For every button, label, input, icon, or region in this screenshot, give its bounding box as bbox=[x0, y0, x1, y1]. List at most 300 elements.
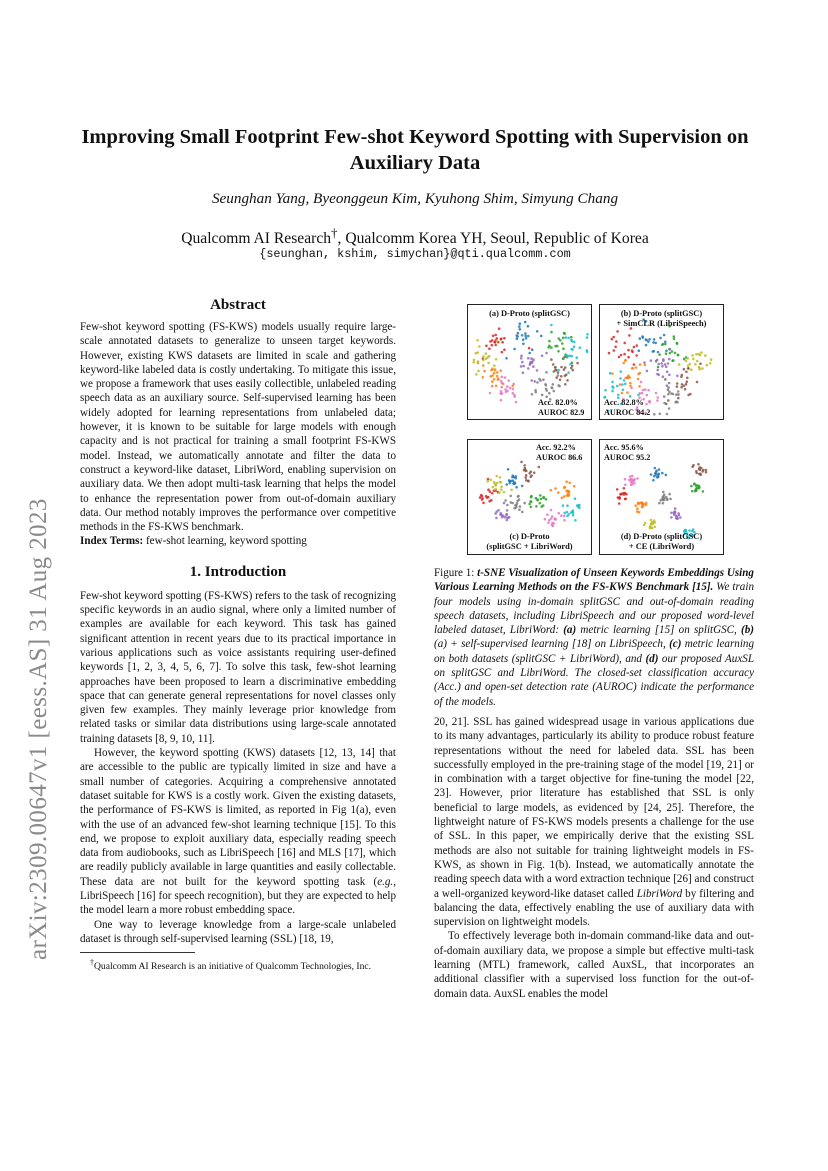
tsne-point bbox=[664, 378, 667, 381]
tsne-point bbox=[545, 498, 548, 501]
tsne-point bbox=[657, 366, 660, 369]
intro-paragraph-2 bbox=[80, 746, 396, 918]
tsne-point bbox=[513, 482, 516, 485]
tsne-point bbox=[623, 487, 626, 490]
tsne-point bbox=[658, 353, 661, 356]
tsne-point bbox=[563, 515, 566, 518]
index-terms-list: few-shot learning, keyword spotting bbox=[145, 535, 307, 548]
tsne-point bbox=[617, 496, 620, 499]
tsne-point bbox=[571, 369, 574, 372]
tsne-point bbox=[527, 480, 530, 483]
tsne-point bbox=[696, 381, 699, 384]
tsne-point bbox=[652, 479, 655, 482]
tsne-point bbox=[496, 371, 499, 374]
tsne-point bbox=[476, 339, 479, 342]
tsne-point bbox=[632, 480, 635, 483]
caption-b: (b) bbox=[741, 624, 754, 637]
tsne-point bbox=[505, 483, 508, 486]
tsne-point bbox=[485, 345, 488, 348]
abstract-text bbox=[80, 320, 396, 534]
body-p1-part-a: 20, 21]. SSL has gained widespread usage in various applications due to its many advantages, particularly its ability to produce robust feature representations without the need for labeled data. SSL has been successfully employed in the pre-training stage of the model [19, 21] or in combination with a target objective for fine-tuning the model [22, 23]. However, prior literature has established that SSL is only beneficial to large models, as evidenced by [24, 25]. Therefore, the lightweight nature of FS-KWS models presents a challenge for the use of SSL. In this paper, we empirically derive that the existing SSL methods are also not suitable for training lightweight models in FS-KWS, as shown in Fig. 1(b). Instead, we automatically annotate the reading speech data with a word extraction technique [26] and construct a well-organized keyword-like dataset called bbox=[434, 715, 754, 900]
tsne-point bbox=[493, 364, 496, 367]
tsne-point bbox=[612, 386, 615, 389]
tsne-point bbox=[631, 483, 634, 486]
tsne-point bbox=[539, 494, 542, 497]
tsne-point bbox=[624, 377, 627, 380]
tsne-point bbox=[499, 392, 502, 395]
tsne-point bbox=[486, 480, 489, 483]
panel-d-acc: Acc. 95.6% bbox=[604, 443, 644, 452]
panel-b-label-2: + SimCLR (LibriSpeech) bbox=[616, 319, 707, 328]
affiliation-dagger: † bbox=[331, 225, 338, 240]
tsne-point bbox=[505, 357, 508, 360]
tsne-point bbox=[565, 336, 568, 339]
tsne-point bbox=[624, 498, 627, 501]
tsne-point bbox=[522, 365, 525, 368]
tsne-point bbox=[530, 501, 533, 504]
tsne-point bbox=[628, 334, 631, 337]
tsne-point bbox=[557, 512, 560, 515]
tsne-point bbox=[665, 350, 668, 353]
tsne-point bbox=[557, 384, 560, 387]
tsne-point bbox=[496, 375, 499, 378]
tsne-point bbox=[570, 336, 573, 339]
tsne-point bbox=[666, 413, 669, 416]
tsne-point bbox=[498, 491, 501, 494]
intro-p2-part-b: , LibriSpeech [16] for speech recognition), but they are expected to help the model learn a more robust embedding space. bbox=[80, 875, 396, 917]
tsne-point bbox=[697, 463, 700, 466]
tsne-point bbox=[507, 379, 510, 382]
tsne-point bbox=[620, 370, 623, 373]
tsne-point bbox=[567, 337, 570, 340]
tsne-point bbox=[503, 502, 506, 505]
tsne-point bbox=[650, 359, 653, 362]
right-column bbox=[434, 296, 754, 1001]
tsne-point bbox=[672, 393, 675, 396]
tsne-point bbox=[644, 522, 647, 525]
tsne-point bbox=[632, 367, 635, 370]
tsne-point bbox=[491, 367, 494, 370]
tsne-point bbox=[521, 511, 524, 514]
tsne-point bbox=[506, 519, 509, 522]
tsne-point bbox=[534, 380, 537, 383]
tsne-point bbox=[519, 328, 522, 331]
tsne-point bbox=[482, 355, 485, 358]
tsne-point bbox=[485, 358, 488, 361]
caption-text-3: (a) + self-supervised learning [18] on LibriSpeech, bbox=[434, 638, 670, 651]
tsne-point bbox=[523, 468, 526, 471]
tsne-point bbox=[653, 338, 656, 341]
tsne-point bbox=[521, 361, 524, 364]
tsne-point bbox=[524, 321, 527, 324]
tsne-point bbox=[652, 341, 655, 344]
left-column bbox=[80, 296, 396, 973]
tsne-point bbox=[545, 352, 548, 355]
tsne-point bbox=[516, 500, 519, 503]
tsne-point bbox=[495, 517, 498, 520]
tsne-point bbox=[654, 521, 657, 524]
intro-paragraph-1: Few-shot keyword spotting (FS-KWS) refers to the task of recognizing specific keywords in an audio signal, where only a limited number of examples are available for each keyword. This task has gained significant attention in recent years due to its practical importance in various applications such as voice assistants requiring user-defined keywords [1, 2, 3, 4, 5, 6, 7]. To solve this task, few-shot learning approaches have been proposed to learn a discriminative embedding space that can generate general representations for novel classes only given few examples. They mainly leverage prior knowledge from related tasks or similar data distributions using large-scale annotated training datasets [8, 9, 10, 11]. bbox=[80, 589, 396, 745]
tsne-point bbox=[636, 507, 639, 510]
tsne-point bbox=[478, 345, 481, 348]
abstract-heading: Abstract bbox=[210, 297, 266, 313]
tsne-point bbox=[702, 469, 705, 472]
tsne-point bbox=[616, 488, 619, 491]
tsne-point bbox=[664, 363, 667, 366]
tsne-point bbox=[624, 383, 627, 386]
tsne-point bbox=[560, 375, 563, 378]
tsne-point bbox=[676, 342, 679, 345]
tsne-point bbox=[577, 504, 580, 507]
tsne-point bbox=[520, 365, 523, 368]
tsne-point bbox=[680, 386, 683, 389]
tsne-point bbox=[573, 345, 576, 348]
arxiv-side-stamp bbox=[4, 300, 62, 1000]
tsne-point bbox=[664, 341, 667, 344]
tsne-point bbox=[676, 517, 679, 520]
tsne-point bbox=[494, 512, 497, 515]
tsne-point bbox=[550, 324, 553, 327]
panel-a-label: (a) D-Proto (splitGSC) bbox=[489, 309, 570, 318]
tsne-point bbox=[567, 371, 570, 374]
tsne-point bbox=[505, 514, 508, 517]
tsne-point bbox=[501, 516, 504, 519]
tsne-point bbox=[633, 363, 636, 366]
tsne-point bbox=[659, 337, 662, 340]
tsne-point bbox=[550, 386, 553, 389]
index-terms bbox=[80, 534, 396, 548]
figure-1-caption bbox=[434, 566, 754, 709]
tsne-point bbox=[559, 379, 562, 382]
tsne-point bbox=[557, 337, 560, 340]
tsne-point bbox=[530, 476, 533, 479]
tsne-point bbox=[683, 358, 686, 361]
tsne-point bbox=[512, 388, 515, 391]
tsne-point bbox=[569, 363, 572, 366]
tsne-point bbox=[497, 377, 500, 380]
tsne-point bbox=[658, 468, 661, 471]
tsne-point bbox=[522, 343, 525, 346]
tsne-point bbox=[477, 360, 480, 363]
tsne-point bbox=[631, 349, 634, 352]
tsne-point bbox=[573, 485, 576, 488]
tsne-point bbox=[509, 387, 512, 390]
tsne-point bbox=[536, 499, 539, 502]
tsne-point bbox=[488, 500, 491, 503]
caption-title: t-SNE Visualization of Unseen Keywords Embeddings Using Various Learning Methods on the FS-KWS Benchmark [15]. bbox=[434, 567, 754, 594]
tsne-point bbox=[565, 480, 568, 483]
tsne-point bbox=[527, 335, 530, 338]
panel-d-label bbox=[600, 532, 723, 552]
tsne-point bbox=[553, 390, 556, 393]
tsne-point bbox=[674, 401, 677, 404]
tsne-point bbox=[565, 494, 568, 497]
tsne-point bbox=[473, 359, 476, 362]
tsne-point bbox=[566, 355, 569, 358]
tsne-point bbox=[639, 337, 642, 340]
affiliation-part2: , Qualcomm Korea YH, Seoul, Republic of Korea bbox=[337, 230, 649, 248]
tsne-point bbox=[489, 392, 492, 395]
tsne-point bbox=[670, 516, 673, 519]
tsne-point bbox=[492, 335, 495, 338]
tsne-point bbox=[668, 358, 671, 361]
tsne-point bbox=[501, 376, 504, 379]
tsne-point bbox=[496, 340, 499, 343]
tsne-point bbox=[701, 367, 704, 370]
tsne-point bbox=[557, 491, 560, 494]
tsne-point bbox=[629, 382, 632, 385]
tsne-point bbox=[634, 504, 637, 507]
tsne-point bbox=[538, 466, 541, 469]
panel-b bbox=[599, 304, 724, 420]
tsne-point bbox=[637, 502, 640, 505]
tsne-point bbox=[638, 349, 641, 352]
tsne-point bbox=[557, 374, 560, 377]
tsne-point bbox=[489, 375, 492, 378]
tsne-point bbox=[574, 497, 577, 500]
tsne-point bbox=[667, 362, 670, 365]
tsne-point bbox=[679, 516, 682, 519]
caption-text-4: metric learning on both datasets (splitGSC + LibriWord), and bbox=[434, 638, 754, 665]
tsne-point bbox=[534, 391, 537, 394]
tsne-point bbox=[520, 355, 523, 358]
tsne-point bbox=[670, 512, 673, 515]
tsne-point bbox=[633, 482, 636, 485]
tsne-point bbox=[516, 335, 519, 338]
tsne-point bbox=[491, 344, 494, 347]
caption-a: (a) bbox=[563, 624, 577, 637]
tsne-point bbox=[683, 368, 686, 371]
tsne-point bbox=[563, 519, 566, 522]
caption-text-1: We train four models using in-domain splitGSC and out-of-domain reading speech datasets, including LibriSpeech and our proposed word-level labeled dataset, LibriWord: bbox=[434, 581, 754, 637]
tsne-point bbox=[560, 366, 563, 369]
tsne-point bbox=[494, 483, 497, 486]
tsne-point bbox=[571, 348, 574, 351]
tsne-point bbox=[637, 373, 640, 376]
tsne-point bbox=[651, 521, 654, 524]
affiliation-part1: Qualcomm AI Research bbox=[181, 230, 332, 248]
tsne-point bbox=[512, 383, 515, 386]
tsne-point bbox=[542, 497, 545, 500]
footnote-text: Qualcomm AI Research is an initiative of Qualcomm Technologies, Inc. bbox=[94, 961, 372, 973]
tsne-point bbox=[488, 355, 491, 358]
tsne-point bbox=[635, 354, 638, 357]
panel-c-label-2: (splitGSC + LibriWord) bbox=[486, 542, 573, 551]
tsne-point bbox=[616, 385, 619, 388]
tsne-point bbox=[657, 396, 660, 399]
tsne-point bbox=[662, 375, 665, 378]
tsne-point bbox=[611, 381, 614, 384]
footnote-mark: † bbox=[90, 958, 94, 968]
tsne-point bbox=[511, 502, 514, 505]
tsne-point bbox=[545, 388, 548, 391]
tsne-point bbox=[522, 371, 525, 374]
tsne-point bbox=[623, 353, 626, 356]
tsne-point bbox=[528, 503, 531, 506]
tsne-point bbox=[519, 322, 522, 325]
tsne-point bbox=[531, 361, 534, 364]
tsne-point bbox=[532, 365, 535, 368]
tsne-point bbox=[611, 390, 614, 393]
tsne-point bbox=[495, 385, 498, 388]
tsne-point bbox=[686, 380, 689, 383]
tsne-point bbox=[700, 467, 703, 470]
panel-d bbox=[599, 439, 724, 555]
tsne-point bbox=[500, 514, 503, 517]
caption-c: (c) bbox=[669, 638, 682, 651]
tsne-point bbox=[667, 388, 670, 391]
tsne-point bbox=[498, 327, 501, 330]
tsne-point bbox=[608, 352, 611, 355]
tsne-point bbox=[552, 383, 555, 386]
tsne-point bbox=[550, 358, 553, 361]
tsne-point bbox=[530, 496, 533, 499]
tsne-point bbox=[541, 394, 544, 397]
tsne-point bbox=[684, 388, 687, 391]
tsne-point bbox=[565, 373, 568, 376]
body-p1-libriword: LibriWord bbox=[636, 887, 683, 900]
tsne-point bbox=[633, 346, 636, 349]
panel-c-auroc: AUROC 86.6 bbox=[536, 453, 583, 462]
tsne-point bbox=[613, 349, 616, 352]
tsne-point bbox=[528, 352, 531, 355]
tsne-point bbox=[525, 337, 528, 340]
tsne-point bbox=[493, 372, 496, 375]
abstract-body: Few-shot keyword spotting (FS-KWS) models usually require large-scale annotated datasets to generalize to unseen target keywords. However, existing KWS datasets are limited in scale and gathering keyword-like labeled data is costly undertaking. To mitigate this issue, we propose a framework that uses easily collectible, unlabeled reading speech data as an auxiliary source. Self-supervised learning has been widely adopted for learning representations from unlabeled data; however, it is known to be suitable for large models with enough capacity and is not practical for training a small footprint FS-KWS model. Instead, we automatically annotate and filter the data to construct a keyword-like dataset, LibriWord, enabling supervision on auxiliary data. We then adopt multi-task learning that helps the model to enhance the representation power from out-of-domain auxiliary data. Our method notably improves the performance over competitive methods in the FS-KWS benchmark. bbox=[80, 321, 396, 534]
tsne-point bbox=[487, 478, 490, 481]
tsne-point bbox=[638, 385, 641, 388]
tsne-point bbox=[653, 475, 656, 478]
panel-c-label-1: (c) D-Proto bbox=[509, 532, 550, 541]
tsne-point bbox=[536, 330, 539, 333]
tsne-point bbox=[654, 526, 657, 529]
tsne-point bbox=[669, 352, 672, 355]
panel-c-stats bbox=[536, 443, 582, 463]
panel-a-auroc: AUROC 82.9 bbox=[538, 408, 585, 417]
intro-paragraph-3: One way to leverage knowledge from a large-scale unlabeled dataset is through self-supervised learning (SSL) [18, 19, bbox=[80, 918, 396, 945]
tsne-point bbox=[554, 366, 557, 369]
tsne-point bbox=[621, 383, 624, 386]
tsne-point bbox=[623, 379, 626, 382]
tsne-point bbox=[619, 383, 622, 386]
tsne-point bbox=[699, 473, 702, 476]
panel-b-label-1: (b) D-Proto (splitGSC) bbox=[620, 309, 703, 318]
panel-d-stats bbox=[604, 443, 650, 463]
tsne-point bbox=[624, 359, 627, 362]
tsne-point bbox=[650, 519, 653, 522]
tsne-point bbox=[508, 479, 511, 482]
tsne-point bbox=[555, 369, 558, 372]
tsne-point bbox=[691, 354, 694, 357]
tsne-point bbox=[690, 368, 693, 371]
tsne-point bbox=[521, 334, 524, 337]
author-email: {seunghan, kshim, simychan}@qti.qualcomm.com bbox=[259, 247, 571, 261]
tsne-point bbox=[510, 489, 513, 492]
tsne-point bbox=[517, 332, 520, 335]
tsne-point bbox=[491, 380, 494, 383]
tsne-point bbox=[644, 388, 647, 391]
tsne-point bbox=[494, 369, 497, 372]
tsne-point bbox=[538, 378, 541, 381]
tsne-point bbox=[639, 363, 642, 366]
tsne-point bbox=[663, 493, 666, 496]
tsne-point bbox=[647, 340, 650, 343]
tsne-point bbox=[642, 389, 645, 392]
tsne-point bbox=[663, 395, 666, 398]
tsne-point bbox=[646, 370, 649, 373]
caption-label: Figure 1: bbox=[434, 567, 475, 579]
tsne-point bbox=[548, 519, 551, 522]
tsne-point bbox=[656, 399, 659, 402]
tsne-point bbox=[500, 399, 503, 402]
tsne-point bbox=[472, 361, 475, 364]
tsne-point bbox=[480, 494, 483, 497]
tsne-point bbox=[619, 377, 622, 380]
tsne-point bbox=[630, 478, 633, 481]
tsne-point bbox=[515, 504, 518, 507]
tsne-point bbox=[674, 507, 677, 510]
tsne-point bbox=[685, 371, 688, 374]
tsne-point bbox=[493, 378, 496, 381]
tsne-point bbox=[665, 365, 668, 368]
tsne-point bbox=[530, 379, 533, 382]
tsne-point bbox=[523, 502, 526, 505]
tsne-point bbox=[504, 516, 507, 519]
tsne-point bbox=[669, 498, 672, 501]
tsne-point bbox=[544, 383, 547, 386]
panel-a-acc: Acc. 82.0% bbox=[538, 398, 578, 407]
tsne-point bbox=[631, 475, 634, 478]
tsne-point bbox=[512, 479, 515, 482]
tsne-point bbox=[685, 383, 688, 386]
tsne-point bbox=[615, 340, 618, 343]
tsne-point bbox=[482, 502, 485, 505]
tsne-point bbox=[535, 505, 538, 508]
tsne-point bbox=[656, 359, 659, 362]
tsne-point bbox=[501, 341, 504, 344]
tsne-point bbox=[665, 474, 668, 477]
tsne-point bbox=[662, 491, 665, 494]
tsne-point bbox=[540, 335, 543, 338]
tsne-point bbox=[519, 505, 522, 508]
tsne-point bbox=[506, 509, 509, 512]
tsne-point bbox=[524, 332, 527, 335]
tsne-point bbox=[563, 495, 566, 498]
tsne-point bbox=[673, 335, 676, 338]
tsne-point bbox=[667, 393, 670, 396]
tsne-point bbox=[695, 353, 698, 356]
tsne-point bbox=[512, 476, 515, 479]
tsne-point bbox=[666, 498, 669, 501]
tsne-point bbox=[694, 363, 697, 366]
body-p1-part-b: by filtering and balancing the data, effectively enabling the use of auxiliary data with supervision on lightweight models. bbox=[434, 887, 754, 929]
panel-b-stats bbox=[604, 398, 650, 418]
tsne-point bbox=[698, 487, 701, 490]
tsne-point bbox=[551, 515, 554, 518]
tsne-point bbox=[622, 362, 625, 365]
tsne-point bbox=[548, 392, 551, 395]
tsne-point bbox=[668, 374, 671, 377]
tsne-point bbox=[531, 348, 534, 351]
tsne-point bbox=[636, 510, 639, 513]
tsne-point bbox=[657, 351, 660, 354]
tsne-point bbox=[485, 352, 488, 355]
tsne-point bbox=[499, 476, 502, 479]
tsne-point bbox=[533, 471, 536, 474]
tsne-point bbox=[536, 369, 539, 372]
tsne-point bbox=[662, 358, 665, 361]
panel-d-label-2: + CE (LibriWord) bbox=[628, 542, 695, 551]
